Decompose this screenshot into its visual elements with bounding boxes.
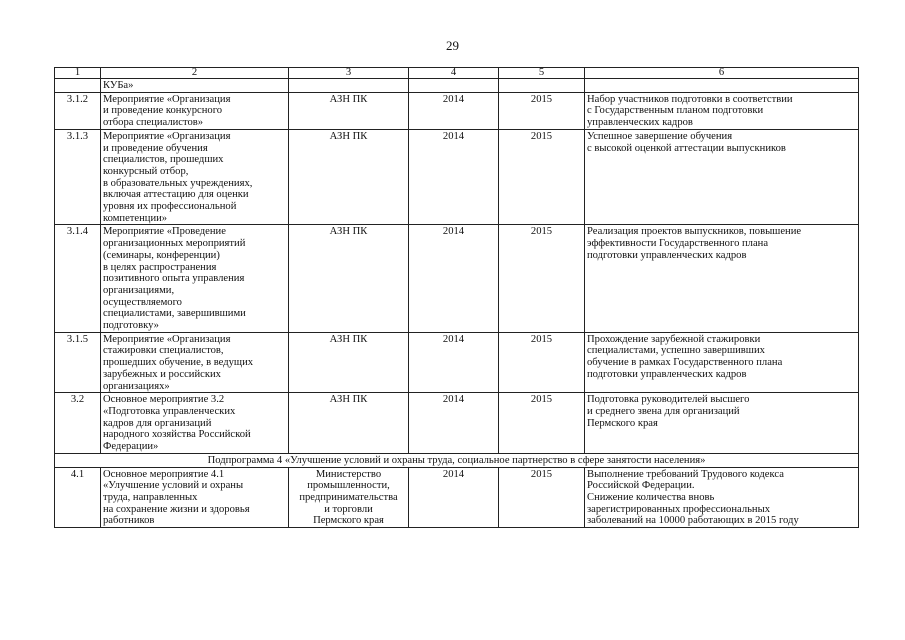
name-cell-line: кадров для организаций: [103, 417, 212, 429]
result-cell: [585, 225, 859, 332]
num-cell: 3.1.2: [55, 92, 101, 129]
result-cell-line: обучение в рамках Государственного плана: [587, 357, 783, 369]
name-cell: [101, 467, 289, 528]
subprogram-title: Подпрограмма 4 «Улучшение условий и охраны труда, социальное партнерство в сфере занятости населения»: [55, 453, 859, 467]
start-year-cell: 2014: [409, 92, 499, 129]
name-cell-line: компетенции»: [103, 212, 168, 224]
name-cell: [101, 225, 289, 332]
result-cell-line: подготовки управленческих кадров: [587, 249, 747, 261]
name-cell: [101, 92, 289, 129]
name-cell-line: «Улучшение условий и охраны: [103, 480, 244, 492]
result-cell: [585, 393, 859, 454]
result-cell-line: Набор участников подготовки в соответствии: [587, 93, 793, 105]
executor-cell: [289, 129, 409, 225]
result-cell-line: и среднего звена для организаций: [587, 405, 740, 417]
name-cell-line: отбора специалистов»: [103, 117, 204, 129]
end-year-cell: [499, 79, 585, 93]
subprogram-row: [55, 453, 859, 467]
name-cell: [101, 332, 289, 393]
result-cell-line: подготовки управленческих кадров: [587, 368, 747, 380]
name-cell-line: Основное мероприятие 3.2: [103, 394, 225, 406]
name-cell-line: Федерации»: [103, 441, 159, 453]
name-cell-line: организациях»: [103, 380, 170, 392]
executor-cell-line: АЗН ПК: [329, 333, 368, 345]
table-row: [55, 225, 859, 332]
num-cell: 4.1: [55, 467, 101, 528]
name-cell: КУБа»: [101, 79, 289, 93]
result-cell: [585, 129, 859, 225]
executor-cell: [289, 92, 409, 129]
name-cell-line: Мероприятие «Организация: [103, 333, 231, 345]
name-cell-line: позитивного опыта управления: [103, 273, 245, 285]
end-year-cell: 2015: [499, 332, 585, 393]
executor-cell-line: АЗН ПК: [329, 226, 368, 238]
num-cell: [55, 79, 101, 93]
name-cell-line: организационных мероприятий: [103, 238, 246, 250]
result-cell-line: Выполнение требований Трудового кодекса: [587, 468, 784, 480]
name-cell-line: зарубежных и российских: [103, 368, 221, 380]
result-cell-line: с Государственным планом подготовки: [587, 105, 764, 117]
name-cell-line: работников: [103, 515, 155, 527]
name-cell-line: стажировки специалистов,: [103, 345, 224, 357]
name-cell-line: (семинары, конференции): [103, 249, 220, 261]
name-cell-line: Мероприятие «Организация: [103, 130, 231, 142]
name-cell-line: «Подготовка управленческих: [103, 405, 236, 417]
name-cell-line: в целях распространения: [103, 261, 217, 273]
executor-cell: [289, 225, 409, 332]
result-cell: [585, 332, 859, 393]
name-cell-line: Основное мероприятие 4.1: [103, 468, 225, 480]
executor-cell: [289, 467, 409, 528]
header-cell: 1: [55, 68, 101, 79]
name-cell-line: специалистов, прошедших: [103, 154, 224, 166]
table-row: [55, 129, 859, 225]
header-row: [55, 68, 859, 79]
result-cell-line: Прохождение зарубежной стажировки: [587, 333, 761, 345]
name-cell-line: и проведение конкурсного: [103, 105, 223, 117]
program-table: [54, 67, 859, 528]
name-cell-line: труда, направленных: [103, 491, 198, 503]
name-cell-line: на сохранение жизни и здоровья: [103, 503, 250, 515]
page-number: 29: [446, 38, 459, 53]
name-cell-line: Мероприятие «Организация: [103, 93, 231, 105]
name-cell-line: Мероприятие «Проведение: [103, 226, 226, 238]
header-cell: 4: [409, 68, 499, 79]
name-cell-line: уровня их профессиональной: [103, 201, 237, 213]
result-cell-line: Пермского края: [587, 417, 658, 429]
start-year-cell: 2014: [409, 129, 499, 225]
result-cell-line: Российской Федерации.: [587, 480, 695, 492]
result-cell: [585, 79, 859, 93]
executor-cell-line: промышленности,: [307, 480, 390, 492]
name-cell-line: специалистами, завершившими: [103, 308, 246, 320]
executor-cell: [289, 332, 409, 393]
header-cell: 2: [101, 68, 289, 79]
header-cell: 6: [585, 68, 859, 79]
name-cell-line: народного хозяйства Российской: [103, 429, 251, 441]
executor-cell-line: Пермского края: [313, 515, 384, 527]
table-row: [55, 332, 859, 393]
executor-cell-line: Министерство: [315, 468, 382, 480]
result-cell-line: эффективности Государственного плана: [587, 238, 769, 250]
name-cell-line: и проведение обучения: [103, 142, 208, 154]
executor-cell-line: АЗН ПК: [329, 394, 368, 406]
executor-cell-line: АЗН ПК: [329, 130, 368, 142]
end-year-cell: 2015: [499, 129, 585, 225]
name-cell-line: в образовательных учреждениях,: [103, 177, 253, 189]
executor-cell: [289, 393, 409, 454]
result-cell-line: зарегистрированных профессиональных: [587, 503, 771, 515]
name-cell-line: осуществляемого: [103, 296, 182, 308]
start-year-cell: 2014: [409, 467, 499, 528]
executor-cell-line: АЗН ПК: [329, 93, 368, 105]
result-cell-line: управленческих кадров: [587, 117, 693, 129]
result-cell: [585, 92, 859, 129]
start-year-cell: 2014: [409, 332, 499, 393]
num-cell: 3.1.5: [55, 332, 101, 393]
continuation-row: [55, 79, 859, 93]
table-body: [55, 68, 859, 528]
name-cell: [101, 393, 289, 454]
result-cell-line: заболеваний на 10000 работающих в 2015 году: [587, 515, 799, 527]
end-year-cell: 2015: [499, 92, 585, 129]
result-cell-line: с высокой оценкой аттестации выпускников: [587, 142, 786, 154]
end-year-cell: 2015: [499, 467, 585, 528]
executor-cell-line: предпринимательства: [299, 491, 398, 503]
result-cell-line: Реализация проектов выпускников, повышение: [587, 226, 802, 238]
result-cell-line: Успешное завершение обучения: [587, 130, 733, 142]
start-year-cell: 2014: [409, 393, 499, 454]
name-cell-line: подготовку»: [103, 320, 159, 332]
end-year-cell: 2015: [499, 393, 585, 454]
header-cell: 5: [499, 68, 585, 79]
name-cell-line: конкурсный отбор,: [103, 165, 189, 177]
table-row: [55, 393, 859, 454]
start-year-cell: [409, 79, 499, 93]
table-row: [55, 467, 859, 528]
start-year-cell: 2014: [409, 225, 499, 332]
result-cell-line: Снижение количества вновь: [587, 491, 715, 503]
name-cell-line: включая аттестацию для оценки: [103, 189, 249, 201]
result-cell: [585, 467, 859, 528]
executor-cell: [289, 79, 409, 93]
result-cell-line: специалистами, успешно завершивших: [587, 345, 765, 357]
name-cell-line: прошедших обучение, в ведущих: [103, 357, 254, 369]
executor-cell-line: и торговли: [324, 503, 373, 515]
result-cell-line: Подготовка руководителей высшего: [587, 394, 750, 406]
name-cell-line: организациями,: [103, 284, 175, 296]
num-cell: 3.1.3: [55, 129, 101, 225]
end-year-cell: 2015: [499, 225, 585, 332]
num-cell: 3.2: [55, 393, 101, 454]
table-row: [55, 92, 859, 129]
name-cell: [101, 129, 289, 225]
header-cell: 3: [289, 68, 409, 79]
num-cell: 3.1.4: [55, 225, 101, 332]
